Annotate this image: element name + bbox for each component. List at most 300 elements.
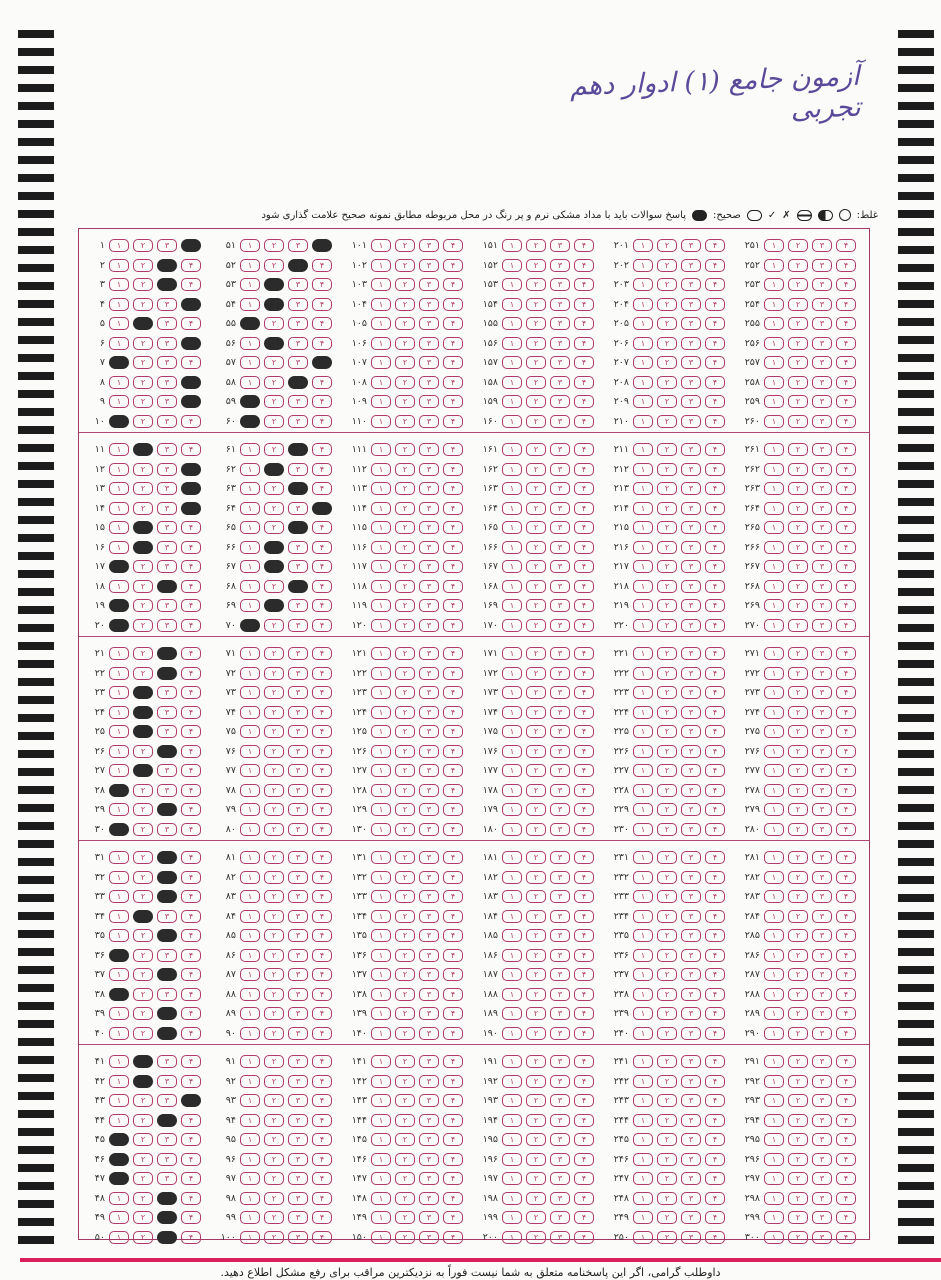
answer-bubble[interactable]: ۳ <box>812 415 832 428</box>
answer-bubble[interactable]: ۳ <box>681 929 701 942</box>
answer-bubble[interactable]: ۳ <box>288 667 308 680</box>
answer-bubble[interactable]: ۴ <box>574 803 594 816</box>
answer-bubble[interactable]: ۳ <box>419 706 439 719</box>
answer-bubble[interactable]: ۳ <box>550 1211 570 1224</box>
answer-bubble[interactable]: ۴ <box>443 851 463 864</box>
answer-bubble[interactable]: ۳ <box>419 298 439 311</box>
answer-bubble[interactable]: ۱ <box>371 929 391 942</box>
answer-bubble[interactable]: ۲ <box>788 784 808 797</box>
answer-bubble[interactable]: ۴ <box>574 259 594 272</box>
answer-bubble[interactable]: ۲ <box>526 395 546 408</box>
answer-bubble[interactable] <box>157 1211 177 1224</box>
answer-bubble[interactable]: ۱ <box>502 1153 522 1166</box>
answer-bubble[interactable]: ۱ <box>109 239 129 252</box>
answer-bubble[interactable]: ۱ <box>764 1114 784 1127</box>
answer-bubble[interactable]: ۲ <box>526 910 546 923</box>
answer-bubble[interactable]: ۱ <box>502 337 522 350</box>
answer-bubble[interactable]: ۳ <box>550 298 570 311</box>
answer-bubble[interactable]: ۲ <box>395 619 415 632</box>
answer-bubble[interactable]: ۱ <box>764 599 784 612</box>
answer-bubble[interactable]: ۲ <box>526 1114 546 1127</box>
answer-bubble[interactable] <box>312 502 332 515</box>
answer-bubble[interactable]: ۳ <box>550 1231 570 1244</box>
answer-bubble[interactable]: ۱ <box>633 337 653 350</box>
answer-bubble[interactable]: ۳ <box>288 851 308 864</box>
answer-bubble[interactable]: ۴ <box>836 298 856 311</box>
answer-bubble[interactable]: ۱ <box>764 298 784 311</box>
answer-bubble[interactable]: ۲ <box>657 415 677 428</box>
answer-bubble[interactable]: ۴ <box>705 1133 725 1146</box>
answer-bubble[interactable]: ۳ <box>157 502 177 515</box>
answer-bubble[interactable]: ۴ <box>181 356 201 369</box>
answer-bubble[interactable]: ۳ <box>157 619 177 632</box>
answer-bubble[interactable]: ۳ <box>681 278 701 291</box>
answer-bubble[interactable]: ۲ <box>395 560 415 573</box>
answer-bubble[interactable]: ۴ <box>181 1133 201 1146</box>
answer-bubble[interactable]: ۴ <box>181 647 201 660</box>
answer-bubble[interactable]: ۴ <box>836 259 856 272</box>
answer-bubble[interactable]: ۲ <box>395 337 415 350</box>
answer-bubble[interactable]: ۲ <box>264 1211 284 1224</box>
answer-bubble[interactable]: ۲ <box>264 1007 284 1020</box>
answer-bubble[interactable]: ۳ <box>288 1133 308 1146</box>
answer-bubble[interactable]: ۱ <box>502 706 522 719</box>
answer-bubble[interactable]: ۴ <box>443 482 463 495</box>
answer-bubble[interactable]: ۴ <box>312 298 332 311</box>
answer-bubble[interactable]: ۲ <box>657 745 677 758</box>
answer-bubble[interactable]: ۱ <box>240 376 260 389</box>
answer-bubble[interactable]: ۳ <box>550 1094 570 1107</box>
answer-bubble[interactable]: ۱ <box>764 317 784 330</box>
answer-bubble[interactable]: ۳ <box>550 784 570 797</box>
answer-bubble[interactable]: ۳ <box>812 823 832 836</box>
answer-bubble[interactable]: ۲ <box>657 1114 677 1127</box>
answer-bubble[interactable]: ۲ <box>788 1007 808 1020</box>
answer-bubble[interactable]: ۲ <box>264 443 284 456</box>
answer-bubble[interactable]: ۲ <box>264 317 284 330</box>
answer-bubble[interactable]: ۳ <box>419 599 439 612</box>
answer-bubble[interactable] <box>288 443 308 456</box>
answer-bubble[interactable]: ۴ <box>443 1114 463 1127</box>
answer-bubble[interactable]: ۲ <box>395 1153 415 1166</box>
answer-bubble[interactable]: ۱ <box>764 337 784 350</box>
answer-bubble[interactable]: ۲ <box>395 1007 415 1020</box>
answer-bubble[interactable]: ۲ <box>788 851 808 864</box>
answer-bubble[interactable]: ۱ <box>633 580 653 593</box>
answer-bubble[interactable]: ۲ <box>395 317 415 330</box>
answer-bubble[interactable]: ۴ <box>574 521 594 534</box>
answer-bubble[interactable] <box>133 910 153 923</box>
answer-bubble[interactable]: ۳ <box>550 1075 570 1088</box>
answer-bubble[interactable]: ۴ <box>705 910 725 923</box>
answer-bubble[interactable]: ۴ <box>836 482 856 495</box>
answer-bubble[interactable]: ۳ <box>812 376 832 389</box>
answer-bubble[interactable]: ۲ <box>395 745 415 758</box>
answer-bubble[interactable]: ۱ <box>502 356 522 369</box>
answer-bubble[interactable]: ۱ <box>371 1027 391 1040</box>
answer-bubble[interactable]: ۳ <box>157 764 177 777</box>
answer-bubble[interactable]: ۲ <box>395 356 415 369</box>
answer-bubble[interactable]: ۴ <box>443 1172 463 1185</box>
answer-bubble[interactable]: ۲ <box>657 725 677 738</box>
answer-bubble[interactable]: ۳ <box>157 706 177 719</box>
answer-bubble[interactable]: ۳ <box>419 1055 439 1068</box>
answer-bubble[interactable]: ۱ <box>109 667 129 680</box>
answer-bubble[interactable]: ۴ <box>836 1007 856 1020</box>
answer-bubble[interactable]: ۲ <box>788 443 808 456</box>
answer-bubble[interactable]: ۳ <box>812 298 832 311</box>
answer-bubble[interactable]: ۳ <box>812 395 832 408</box>
answer-bubble[interactable]: ۴ <box>181 1231 201 1244</box>
answer-bubble[interactable]: ۳ <box>550 278 570 291</box>
answer-bubble[interactable] <box>157 580 177 593</box>
answer-bubble[interactable] <box>133 706 153 719</box>
answer-bubble[interactable]: ۴ <box>836 1211 856 1224</box>
answer-bubble[interactable]: ۳ <box>419 1192 439 1205</box>
answer-bubble[interactable]: ۲ <box>788 1027 808 1040</box>
answer-bubble[interactable]: ۴ <box>705 1211 725 1224</box>
answer-bubble[interactable]: ۳ <box>812 599 832 612</box>
answer-bubble[interactable]: ۳ <box>157 298 177 311</box>
answer-bubble[interactable]: ۲ <box>788 1055 808 1068</box>
answer-bubble[interactable]: ۴ <box>705 259 725 272</box>
answer-bubble[interactable]: ۲ <box>264 647 284 660</box>
answer-bubble[interactable] <box>240 415 260 428</box>
answer-bubble[interactable]: ۲ <box>264 929 284 942</box>
answer-bubble[interactable]: ۱ <box>502 1211 522 1224</box>
answer-bubble[interactable]: ۲ <box>526 502 546 515</box>
answer-bubble[interactable]: ۴ <box>836 415 856 428</box>
answer-bubble[interactable]: ۱ <box>764 764 784 777</box>
answer-bubble[interactable]: ۳ <box>419 482 439 495</box>
answer-bubble[interactable]: ۲ <box>788 415 808 428</box>
answer-bubble[interactable]: ۲ <box>395 376 415 389</box>
answer-bubble[interactable]: ۲ <box>133 647 153 660</box>
answer-bubble[interactable]: ۴ <box>705 1114 725 1127</box>
answer-bubble[interactable]: ۲ <box>657 851 677 864</box>
answer-bubble[interactable]: ۲ <box>526 1133 546 1146</box>
answer-bubble[interactable]: ۳ <box>288 541 308 554</box>
answer-bubble[interactable]: ۳ <box>288 356 308 369</box>
answer-bubble[interactable]: ۳ <box>419 890 439 903</box>
answer-bubble[interactable]: ۴ <box>312 667 332 680</box>
answer-bubble[interactable]: ۱ <box>633 1133 653 1146</box>
answer-bubble[interactable]: ۳ <box>812 1153 832 1166</box>
answer-bubble[interactable]: ۴ <box>181 1114 201 1127</box>
answer-bubble[interactable]: ۱ <box>371 356 391 369</box>
answer-bubble[interactable] <box>157 1027 177 1040</box>
answer-bubble[interactable]: ۴ <box>705 278 725 291</box>
answer-bubble[interactable]: ۱ <box>633 521 653 534</box>
answer-bubble[interactable]: ۴ <box>312 803 332 816</box>
answer-bubble[interactable]: ۲ <box>788 482 808 495</box>
answer-bubble[interactable]: ۱ <box>109 1114 129 1127</box>
answer-bubble[interactable]: ۱ <box>109 745 129 758</box>
answer-bubble[interactable]: ۴ <box>443 619 463 632</box>
answer-bubble[interactable]: ۲ <box>264 356 284 369</box>
answer-bubble[interactable]: ۱ <box>240 745 260 758</box>
answer-bubble[interactable]: ۴ <box>574 667 594 680</box>
answer-bubble[interactable]: ۳ <box>288 278 308 291</box>
answer-bubble[interactable]: ۱ <box>371 278 391 291</box>
answer-bubble[interactable]: ۴ <box>443 560 463 573</box>
answer-bubble[interactable] <box>157 890 177 903</box>
answer-bubble[interactable]: ۱ <box>371 949 391 962</box>
answer-bubble[interactable]: ۴ <box>705 376 725 389</box>
answer-bubble[interactable]: ۳ <box>812 988 832 1001</box>
answer-bubble[interactable]: ۳ <box>681 356 701 369</box>
answer-bubble[interactable]: ۲ <box>657 463 677 476</box>
answer-bubble[interactable]: ۴ <box>443 929 463 942</box>
answer-bubble[interactable]: ۳ <box>288 317 308 330</box>
answer-bubble[interactable]: ۲ <box>657 1153 677 1166</box>
answer-bubble[interactable] <box>288 482 308 495</box>
answer-bubble[interactable]: ۳ <box>812 278 832 291</box>
answer-bubble[interactable]: ۳ <box>681 706 701 719</box>
answer-bubble[interactable]: ۲ <box>526 667 546 680</box>
answer-bubble[interactable]: ۱ <box>764 988 784 1001</box>
answer-bubble[interactable]: ۱ <box>633 502 653 515</box>
answer-bubble[interactable]: ۳ <box>419 1133 439 1146</box>
answer-bubble[interactable]: ۱ <box>764 1133 784 1146</box>
answer-bubble[interactable]: ۳ <box>157 1133 177 1146</box>
answer-bubble[interactable]: ۲ <box>133 1231 153 1244</box>
answer-bubble[interactable]: ۱ <box>502 1094 522 1107</box>
answer-bubble[interactable]: ۳ <box>157 482 177 495</box>
answer-bubble[interactable]: ۱ <box>764 890 784 903</box>
answer-bubble[interactable]: ۲ <box>395 239 415 252</box>
answer-bubble[interactable]: ۲ <box>657 1075 677 1088</box>
answer-bubble[interactable]: ۱ <box>240 521 260 534</box>
answer-bubble[interactable]: ۲ <box>788 764 808 777</box>
answer-bubble[interactable]: ۴ <box>312 1153 332 1166</box>
answer-bubble[interactable]: ۴ <box>312 599 332 612</box>
answer-bubble[interactable]: ۴ <box>312 415 332 428</box>
answer-bubble[interactable]: ۳ <box>550 239 570 252</box>
answer-bubble[interactable]: ۱ <box>371 1192 391 1205</box>
answer-bubble[interactable]: ۳ <box>550 317 570 330</box>
answer-bubble[interactable]: ۱ <box>633 823 653 836</box>
answer-bubble[interactable]: ۴ <box>181 1153 201 1166</box>
answer-bubble[interactable]: ۲ <box>395 949 415 962</box>
answer-bubble[interactable]: ۲ <box>264 415 284 428</box>
answer-bubble[interactable]: ۱ <box>764 356 784 369</box>
answer-bubble[interactable]: ۳ <box>419 1172 439 1185</box>
answer-bubble[interactable]: ۴ <box>312 541 332 554</box>
answer-bubble[interactable]: ۲ <box>264 706 284 719</box>
answer-bubble[interactable]: ۳ <box>812 871 832 884</box>
answer-bubble[interactable]: ۳ <box>812 317 832 330</box>
answer-bubble[interactable]: ۴ <box>705 1172 725 1185</box>
answer-bubble[interactable]: ۲ <box>526 463 546 476</box>
answer-bubble[interactable]: ۲ <box>788 929 808 942</box>
answer-bubble[interactable]: ۳ <box>157 686 177 699</box>
answer-bubble[interactable]: ۴ <box>443 278 463 291</box>
answer-bubble[interactable]: ۴ <box>443 1075 463 1088</box>
answer-bubble[interactable]: ۱ <box>371 619 391 632</box>
answer-bubble[interactable]: ۳ <box>419 580 439 593</box>
answer-bubble[interactable]: ۳ <box>550 259 570 272</box>
answer-bubble[interactable]: ۲ <box>395 910 415 923</box>
answer-bubble[interactable]: ۱ <box>633 356 653 369</box>
answer-bubble[interactable]: ۴ <box>312 1055 332 1068</box>
answer-bubble[interactable]: ۴ <box>705 871 725 884</box>
answer-bubble[interactable] <box>157 851 177 864</box>
answer-bubble[interactable]: ۲ <box>133 949 153 962</box>
answer-bubble[interactable]: ۳ <box>812 851 832 864</box>
answer-bubble[interactable]: ۱ <box>371 910 391 923</box>
answer-bubble[interactable]: ۲ <box>395 706 415 719</box>
answer-bubble[interactable]: ۱ <box>109 871 129 884</box>
answer-bubble[interactable] <box>133 317 153 330</box>
answer-bubble[interactable]: ۲ <box>788 803 808 816</box>
answer-bubble[interactable] <box>288 521 308 534</box>
answer-bubble[interactable]: ۲ <box>133 239 153 252</box>
answer-bubble[interactable]: ۲ <box>788 1075 808 1088</box>
answer-bubble[interactable]: ۴ <box>443 337 463 350</box>
answer-bubble[interactable] <box>133 686 153 699</box>
answer-bubble[interactable]: ۳ <box>157 1075 177 1088</box>
answer-bubble[interactable]: ۱ <box>633 871 653 884</box>
answer-bubble[interactable]: ۳ <box>681 560 701 573</box>
answer-bubble[interactable]: ۲ <box>133 337 153 350</box>
answer-bubble[interactable]: ۴ <box>574 1075 594 1088</box>
answer-bubble[interactable]: ۱ <box>240 560 260 573</box>
answer-bubble[interactable]: ۲ <box>526 686 546 699</box>
answer-bubble[interactable]: ۴ <box>181 968 201 981</box>
answer-bubble[interactable]: ۴ <box>443 910 463 923</box>
answer-bubble[interactable]: ۴ <box>705 1075 725 1088</box>
answer-bubble[interactable]: ۳ <box>157 1153 177 1166</box>
answer-bubble[interactable]: ۳ <box>550 443 570 456</box>
answer-bubble[interactable]: ۱ <box>109 541 129 554</box>
answer-bubble[interactable]: ۱ <box>633 725 653 738</box>
answer-bubble[interactable]: ۲ <box>264 1231 284 1244</box>
answer-bubble[interactable]: ۳ <box>419 1094 439 1107</box>
answer-bubble[interactable]: ۴ <box>574 1055 594 1068</box>
answer-bubble[interactable]: ۳ <box>288 395 308 408</box>
answer-bubble[interactable]: ۱ <box>240 871 260 884</box>
answer-bubble[interactable]: ۴ <box>836 1172 856 1185</box>
answer-bubble[interactable]: ۲ <box>264 871 284 884</box>
answer-bubble[interactable]: ۴ <box>574 725 594 738</box>
answer-bubble[interactable]: ۱ <box>502 239 522 252</box>
answer-bubble[interactable]: ۳ <box>681 463 701 476</box>
answer-bubble[interactable]: ۱ <box>240 910 260 923</box>
answer-bubble[interactable]: ۲ <box>133 415 153 428</box>
answer-bubble[interactable]: ۲ <box>133 667 153 680</box>
answer-bubble[interactable]: ۲ <box>133 463 153 476</box>
answer-bubble[interactable]: ۳ <box>550 1055 570 1068</box>
answer-bubble[interactable]: ۴ <box>836 1192 856 1205</box>
answer-bubble[interactable]: ۴ <box>836 803 856 816</box>
answer-bubble[interactable]: ۴ <box>705 317 725 330</box>
answer-bubble[interactable]: ۴ <box>705 784 725 797</box>
answer-bubble[interactable]: ۲ <box>264 1055 284 1068</box>
answer-bubble[interactable]: ۲ <box>264 667 284 680</box>
answer-bubble[interactable]: ۴ <box>574 443 594 456</box>
answer-bubble[interactable]: ۱ <box>764 784 784 797</box>
answer-bubble[interactable]: ۴ <box>443 541 463 554</box>
answer-bubble[interactable]: ۳ <box>157 521 177 534</box>
answer-bubble[interactable]: ۴ <box>836 239 856 252</box>
answer-bubble[interactable]: ۱ <box>109 764 129 777</box>
answer-bubble[interactable]: ۱ <box>240 890 260 903</box>
answer-bubble[interactable]: ۱ <box>371 784 391 797</box>
answer-bubble[interactable]: ۱ <box>764 580 784 593</box>
answer-bubble[interactable]: ۳ <box>681 745 701 758</box>
answer-bubble[interactable]: ۱ <box>502 502 522 515</box>
answer-bubble[interactable]: ۲ <box>526 803 546 816</box>
answer-bubble[interactable]: ۳ <box>419 784 439 797</box>
answer-bubble[interactable]: ۴ <box>443 298 463 311</box>
answer-bubble[interactable]: ۳ <box>550 851 570 864</box>
answer-bubble[interactable]: ۱ <box>502 647 522 660</box>
answer-bubble[interactable]: ۳ <box>812 1172 832 1185</box>
answer-bubble[interactable]: ۲ <box>788 239 808 252</box>
answer-bubble[interactable]: ۴ <box>836 376 856 389</box>
answer-bubble[interactable]: ۱ <box>764 910 784 923</box>
answer-bubble[interactable]: ۲ <box>133 823 153 836</box>
answer-bubble[interactable]: ۴ <box>312 560 332 573</box>
answer-bubble[interactable]: ۴ <box>836 823 856 836</box>
answer-bubble[interactable]: ۱ <box>502 1133 522 1146</box>
answer-bubble[interactable]: ۴ <box>312 764 332 777</box>
answer-bubble[interactable]: ۲ <box>788 1153 808 1166</box>
answer-bubble[interactable]: ۳ <box>157 1094 177 1107</box>
answer-bubble[interactable]: ۳ <box>419 667 439 680</box>
answer-bubble[interactable]: ۳ <box>419 1007 439 1020</box>
answer-bubble[interactable]: ۱ <box>240 239 260 252</box>
answer-bubble[interactable]: ۳ <box>550 376 570 389</box>
answer-bubble[interactable]: ۴ <box>705 745 725 758</box>
answer-bubble[interactable]: ۱ <box>371 667 391 680</box>
answer-bubble[interactable]: ۴ <box>836 395 856 408</box>
answer-bubble[interactable]: ۱ <box>502 968 522 981</box>
answer-bubble[interactable]: ۴ <box>836 871 856 884</box>
answer-bubble[interactable]: ۲ <box>264 745 284 758</box>
answer-bubble[interactable]: ۴ <box>443 968 463 981</box>
answer-bubble[interactable]: ۳ <box>419 443 439 456</box>
answer-bubble[interactable]: ۴ <box>574 317 594 330</box>
answer-bubble[interactable]: ۱ <box>502 929 522 942</box>
answer-bubble[interactable]: ۱ <box>371 1231 391 1244</box>
answer-bubble[interactable]: ۳ <box>157 949 177 962</box>
answer-bubble[interactable]: ۲ <box>395 968 415 981</box>
answer-bubble[interactable]: ۱ <box>240 968 260 981</box>
answer-bubble[interactable]: ۲ <box>264 968 284 981</box>
answer-bubble[interactable]: ۴ <box>181 259 201 272</box>
answer-bubble[interactable]: ۲ <box>526 1211 546 1224</box>
answer-bubble[interactable]: ۱ <box>764 823 784 836</box>
answer-bubble[interactable]: ۱ <box>109 580 129 593</box>
answer-bubble[interactable]: ۱ <box>502 521 522 534</box>
answer-bubble[interactable]: ۴ <box>443 988 463 1001</box>
answer-bubble[interactable]: ۲ <box>526 541 546 554</box>
answer-bubble[interactable]: ۳ <box>288 803 308 816</box>
answer-bubble[interactable]: ۲ <box>788 823 808 836</box>
answer-bubble[interactable]: ۱ <box>764 278 784 291</box>
answer-bubble[interactable]: ۱ <box>371 725 391 738</box>
answer-bubble[interactable]: ۴ <box>574 784 594 797</box>
answer-bubble[interactable]: ۱ <box>764 415 784 428</box>
answer-bubble[interactable]: ۴ <box>705 1153 725 1166</box>
answer-bubble[interactable]: ۱ <box>240 1211 260 1224</box>
answer-bubble[interactable]: ۳ <box>812 1075 832 1088</box>
answer-bubble[interactable]: ۳ <box>550 910 570 923</box>
answer-bubble[interactable]: ۲ <box>657 890 677 903</box>
answer-bubble[interactable]: ۲ <box>133 1192 153 1205</box>
